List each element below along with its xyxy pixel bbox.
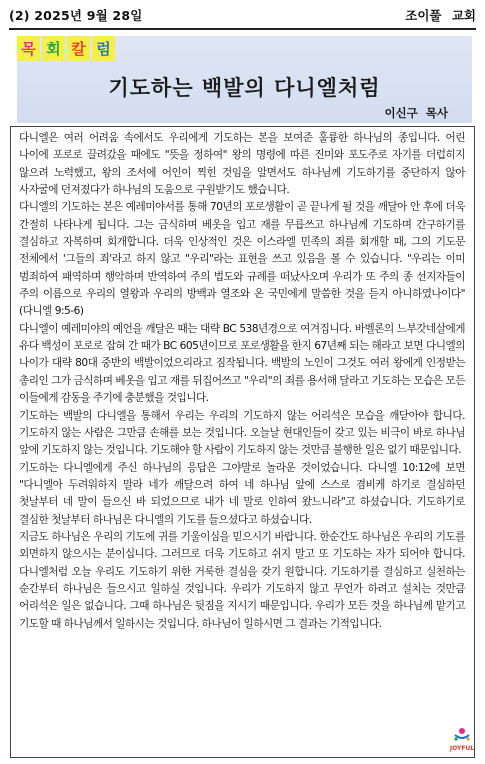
header-divider	[9, 28, 476, 30]
issue-date: (2) 2025년 9월 28일	[9, 8, 143, 23]
column-author: 이신구 목사	[384, 106, 448, 120]
column-label-char: 회	[42, 36, 65, 61]
body-paragraph: 지금도 하나님은 우리의 기도에 귀를 기울이심을 믿으시기 바랍니다. 한순간도 하나님은 우리의 기도를 외면하지 않으시는 분이십니다. 그러므로 더욱 기도하고 쉬지 말고 또 기도하는 자가 되어야 합니다. 다니엘처럼 오늘 우리도 기도하기 위한 거룩한 결심을 갖기 원합니다. 기도하기를 결심하고 실천하는 순간부터 하나님은 들으시고 일하실 것입니다. 우리가 기도하지 않고 무언가 하려고 설치는 것만큼 어리석은 일은 없습니다. 그때 하나님은 뒷짐을 지시기 때문입니다. 우리가 모든 것을 하나님께 맡기고 기도할 때 하나님께서 일하시는 것입니다. 하나님이 일하시면 그 결과는 기적입니다.	[19, 530, 465, 630]
column-label-char: 칼	[67, 36, 90, 61]
column-label-char: 럼	[92, 36, 115, 61]
column-label-char: 목	[17, 36, 40, 61]
column-title: 기도하는 백발의 다니엘처럼	[108, 75, 381, 100]
body-paragraph: 기도하는 백발의 다니엘을 통해서 우리는 우리의 기도하지 않는 어리석은 모습을 깨닫아야 합니다. 기도하지 않는 사람은 그만큼 손해를 보는 것입니다. 오늘날 현대인들이 갖고 있는 비극이 바로 하나님 앞에 기도하지 않는 것입니다. 기도해야 할 사람이 기도하지 않는 것만큼 불행한 일은 없기 때문입니다.	[19, 409, 465, 457]
body-paragraph: 다니엘의 기도하는 본은 예레미야서를 통해 70년의 포로생활이 곧 끝나게 될 것을 깨달아 안 후에 더욱 간절히 나타나게 됩니다. 그는 금식하며 베옷을 입고 재를 무릅쓰고 하나님께 기도하며 간구하기를 결심하고 자복하며 회개합니다. 더욱 인상적인 것은 이스라엘 민족의 죄를 회개할 때, 그의 기도문 전체에서 '그들의 죄'라고 하지 않고 "우리"라는 표현을 쓰고 있음을 볼 수 있습니다. "우리는 이미 범죄하여 패역하며 행악하며 반역하여 주의 법도와 규례를 떠났사오며 우리가 또 주의 종 선지자들이 주의 이름으로 우리의 열왕과 우리의 방백과 열조와 온 국민에게 말씀한 것을 듣지 아니하였나이다"(다니엘 9:5-6)	[19, 201, 465, 318]
joyful-church-logo-icon	[449, 726, 475, 756]
page-header	[9, 5, 476, 25]
body-paragraph: 다니엘은 여러 어려움 속에서도 우리에게 기도하는 본을 보여준 훌륭한 하나님의 종입니다. 어린 나이에 포로로 끌려갔을 때에도 "뜻을 정하여" 왕의 명령에 따른 진미와 포도주로 자기를 더럽히지 않으려 노력했고, 왕의 조서에 어인이 찍힌 것임을 알면서도 하나님께 기도하기를 중단하지 않아 사자굴에 던져졌다가 하나님의 도움으로 구원받기도 했습니다.	[19, 132, 465, 197]
logo-text: JOYFUL	[449, 745, 475, 752]
church-name: 조이풀 교회	[405, 8, 476, 23]
body-paragraph: 기도하는 다니엘에게 주신 하나님의 응답은 그야말로 놀라운 것이었습니다. 다니엘 10:12에 보면 "다니엘아 두려워하지 말라 네가 깨달으려 하여 네 하나님 앞에 스스로 겸비케 하기로 결심하던 첫날부터 네 말이 들으신 바 되었으므로 내가 네 말로 인하여 왔느니라"고 하셨습니다. 기도하기로 결심한 첫날부터 하나님은 다니엘의 기도를 들으셨다고 하셨습니다.	[19, 461, 465, 526]
body-paragraph: 다니엘이 예레미야의 예언을 깨달은 때는 대략 BC 538년경으로 여겨집니다. 바벨론의 느부갓네살에게 유다 백성이 포로로 잡혀 간 때가 BC 605년이므로 포로생활을 한지 67년째 되는 해라고 보면 다니엘의 나이가 대략 80대 중반의 백발이었으리라고 짐작됩니다. 백발의 노인이 그것도 여러 왕에게 인정받는 총리인 그가 금식하며 베옷을 입고 재를 뒤집어쓰고 "우리"의 죄를 용서해 달라고 기도하는 모습은 모든 이들에게 감동을 주기에 충분했을 것입니다.	[19, 322, 465, 405]
column-label	[17, 36, 115, 61]
column-banner	[17, 36, 472, 123]
column-body	[10, 126, 475, 758]
